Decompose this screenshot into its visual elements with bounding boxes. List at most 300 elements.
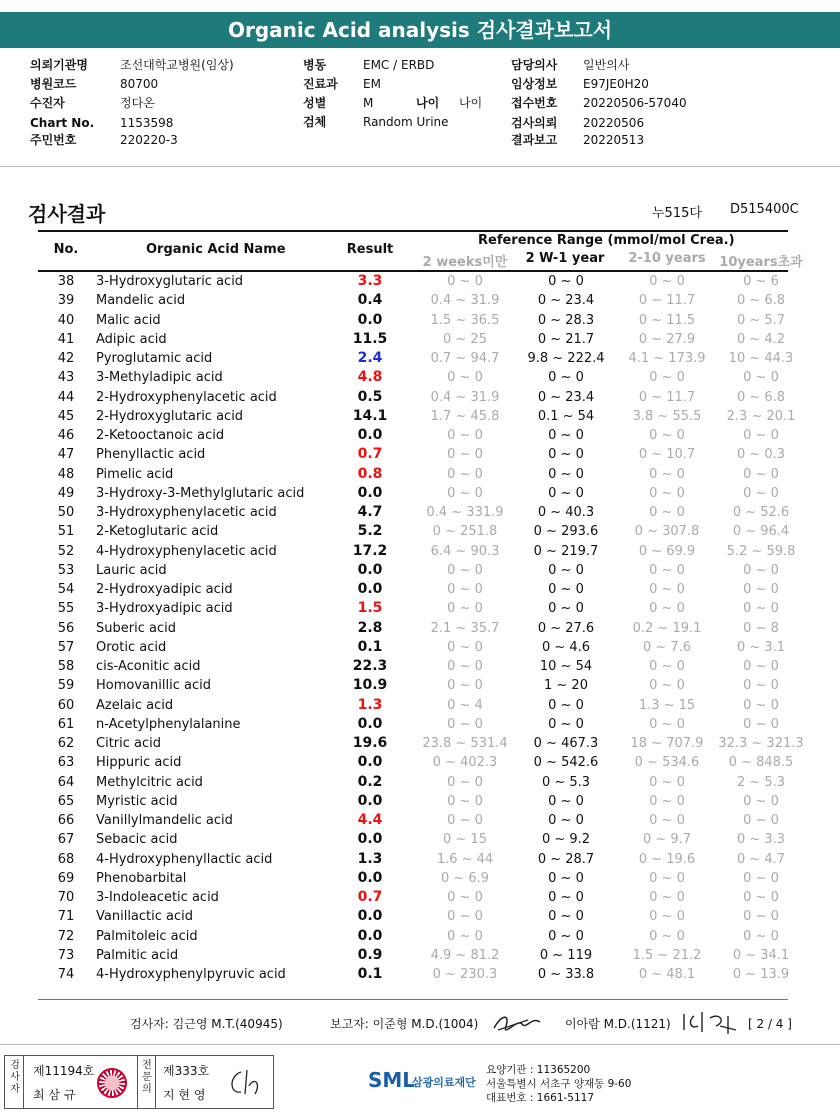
row-name: Azelaic acid bbox=[96, 697, 174, 713]
table-row bbox=[38, 869, 788, 888]
table-row bbox=[38, 773, 788, 792]
row-ref-4: 0 ~ 0 bbox=[743, 909, 779, 925]
row-no: 74 bbox=[57, 967, 75, 982]
row-ref-4: 0 ~ 0.3 bbox=[736, 447, 786, 463]
box-rule bbox=[23, 1056, 24, 1108]
table-bottom-rule bbox=[38, 999, 788, 1000]
row-ref-4: 0 ~ 0 bbox=[743, 678, 779, 694]
row-ref-2: 0 ~ 28.7 bbox=[537, 851, 595, 867]
row-ref-4: 10 ~ 44.3 bbox=[728, 351, 794, 366]
row-no: 54 bbox=[57, 582, 75, 597]
row-ref-4: 0 ~ 0 bbox=[743, 601, 779, 617]
tester: 검사자: 김근영 M.T.(40945) bbox=[130, 1017, 283, 1031]
row-ref-2: 0 ~ 0 bbox=[548, 890, 584, 905]
row-ref-1: 4.9 ~ 81.2 bbox=[430, 947, 500, 963]
row-no: 60 bbox=[57, 697, 75, 713]
row-name: Malic acid bbox=[96, 312, 161, 328]
row-ref-4: 0 ~ 13.9 bbox=[732, 967, 790, 982]
row-ref-1: 1.5 ~ 36.5 bbox=[430, 312, 500, 328]
row-ref-4: 0 ~ 6 bbox=[743, 274, 779, 289]
row-result: 1.3 bbox=[357, 696, 383, 713]
row-ref-4: 0 ~ 0 bbox=[743, 485, 779, 501]
logo-mark: SML bbox=[368, 1068, 416, 1092]
row-result: 0.0 bbox=[357, 754, 383, 771]
row-ref-1: 0 ~ 25 bbox=[443, 331, 487, 347]
row-ref-4: 0 ~ 0 bbox=[743, 870, 779, 886]
row-ref-4: 0 ~ 8 bbox=[743, 620, 779, 636]
box-label-1: 검사자 bbox=[10, 1060, 20, 1095]
row-ref-1: 0 ~ 0 bbox=[447, 582, 483, 597]
row-no: 67 bbox=[57, 832, 75, 848]
row-result: 0.0 bbox=[357, 484, 383, 501]
row-ref-2: 0 ~ 542.6 bbox=[533, 755, 599, 771]
row-ref-1: 0 ~ 0 bbox=[447, 370, 483, 386]
table-row bbox=[38, 445, 788, 464]
row-result: 0.0 bbox=[357, 311, 383, 328]
row-name: Lauric acid bbox=[96, 562, 167, 578]
row-name: 4-Hydroxyphenylpyruvic acid bbox=[96, 967, 286, 982]
row-result: 0.1 bbox=[357, 966, 383, 982]
row-name: n-Acetylphenylalanine bbox=[96, 716, 241, 732]
info-label: 병동 bbox=[303, 58, 327, 72]
row-no: 64 bbox=[57, 774, 75, 790]
row-result: 2.8 bbox=[357, 619, 383, 636]
row-result: 0.0 bbox=[357, 715, 383, 732]
row-ref-2: 0 ~ 0 bbox=[548, 428, 584, 443]
row-result: 3.3 bbox=[357, 273, 383, 289]
table-row bbox=[38, 965, 788, 984]
test-code: 누515다 bbox=[652, 206, 702, 221]
row-ref-1: 0.4 ~ 31.9 bbox=[430, 389, 500, 405]
row-result: 0.4 bbox=[357, 292, 383, 309]
row-ref-4: 0 ~ 34.1 bbox=[732, 947, 790, 963]
row-ref-3: 0 ~ 11.5 bbox=[638, 312, 696, 328]
row-ref-1: 0 ~ 0 bbox=[447, 447, 483, 463]
row-no: 47 bbox=[57, 447, 75, 463]
row-no: 57 bbox=[57, 639, 75, 655]
row-result: 0.5 bbox=[357, 388, 383, 405]
header-no: No. bbox=[53, 242, 79, 257]
row-ref-4: 2 ~ 5.3 bbox=[736, 774, 786, 790]
row-no: 39 bbox=[57, 293, 75, 309]
row-result: 4.8 bbox=[357, 369, 383, 386]
table-row bbox=[38, 542, 796, 561]
license-box bbox=[4, 1055, 274, 1109]
row-ref-3: 0.2 ~ 19.1 bbox=[632, 620, 702, 636]
row-ref-1: 0 ~ 0 bbox=[447, 639, 483, 655]
row-no: 41 bbox=[57, 331, 75, 347]
row-no: 50 bbox=[57, 505, 75, 520]
table-row bbox=[38, 388, 788, 407]
row-result: 0.2 bbox=[357, 773, 383, 790]
row-no: 72 bbox=[57, 928, 75, 944]
row-ref-4: 0 ~ 0 bbox=[743, 928, 779, 944]
report-title: Organic Acid analysis 검사결과보고서 bbox=[0, 12, 840, 48]
row-ref-1: 2.1 ~ 35.7 bbox=[430, 620, 500, 636]
row-ref-2: 0 ~ 0 bbox=[548, 601, 584, 617]
row-no: 45 bbox=[57, 408, 75, 424]
row-result: 4.7 bbox=[357, 504, 383, 520]
row-ref-3: 0 ~ 0 bbox=[649, 890, 685, 905]
row-no: 66 bbox=[57, 813, 75, 828]
row-result: 19.6 bbox=[352, 735, 388, 751]
row-ref-2: 9.8 ~ 222.4 bbox=[527, 351, 605, 366]
row-name: 4-Hydroxyphenyllactic acid bbox=[96, 851, 273, 867]
row-ref-2: 0 ~ 21.7 bbox=[537, 331, 595, 347]
row-ref-1: 6.4 ~ 90.3 bbox=[430, 543, 500, 559]
row-ref-4: 0 ~ 6.8 bbox=[736, 293, 786, 309]
signature-1 bbox=[488, 1010, 548, 1036]
row-name: Phenobarbital bbox=[96, 870, 187, 886]
page-indicator: [ 2 / 4 ] bbox=[748, 1017, 792, 1031]
row-no: 53 bbox=[57, 562, 75, 578]
row-ref-2: 0 ~ 9.2 bbox=[541, 832, 591, 848]
row-name: Citric acid bbox=[96, 736, 161, 751]
row-ref-2: 0 ~ 5.3 bbox=[541, 774, 591, 790]
info-value: Random Urine bbox=[363, 115, 449, 129]
row-name: 3-Hydroxyphenylacetic acid bbox=[96, 505, 277, 520]
row-ref-2: 0 ~ 0 bbox=[548, 466, 584, 482]
patient-info bbox=[0, 57, 840, 153]
lab-logo bbox=[368, 1068, 476, 1092]
row-result: 0.0 bbox=[357, 581, 383, 597]
table-row bbox=[38, 311, 788, 330]
row-ref-2: 0 ~ 0 bbox=[548, 370, 584, 386]
row-no: 69 bbox=[57, 870, 75, 886]
row-ref-2: 0 ~ 28.3 bbox=[537, 312, 595, 328]
row-ref-3: 0 ~ 7.6 bbox=[642, 639, 692, 655]
row-ref-3: 0 ~ 0 bbox=[649, 870, 685, 886]
row-result: 0.1 bbox=[357, 638, 383, 655]
license-number-2: 제333호 bbox=[163, 1064, 210, 1078]
row-result: 5.2 bbox=[357, 523, 383, 540]
table-row bbox=[38, 676, 788, 695]
info-value: 80700 bbox=[120, 77, 159, 91]
table-row bbox=[38, 503, 788, 522]
row-ref-3: 0 ~ 11.7 bbox=[638, 389, 696, 405]
table-row bbox=[38, 792, 788, 811]
signers bbox=[0, 1014, 840, 1034]
row-ref-4: 0 ~ 0 bbox=[743, 582, 779, 597]
row-ref-1: 0 ~ 0 bbox=[447, 274, 483, 289]
row-name: 2-Hydroxyadipic acid bbox=[96, 582, 233, 597]
row-ref-3: 0 ~ 307.8 bbox=[634, 524, 700, 540]
row-ref-2: 0 ~ 0 bbox=[548, 582, 584, 597]
row-ref-4: 0 ~ 3.3 bbox=[736, 832, 786, 848]
row-ref-3: 0 ~ 0 bbox=[649, 928, 685, 944]
table-row bbox=[38, 484, 788, 503]
info-value: M bbox=[363, 96, 374, 110]
row-ref-2: 0 ~ 23.4 bbox=[537, 293, 595, 309]
info-value: 조선대학교병원(임상) bbox=[120, 58, 234, 72]
row-name: Mandelic acid bbox=[96, 293, 186, 309]
row-ref-2: 0 ~ 0 bbox=[548, 485, 584, 501]
row-ref-2: 0 ~ 467.3 bbox=[533, 736, 599, 751]
row-name: Hippuric acid bbox=[96, 755, 182, 771]
row-ref-2: 0 ~ 0 bbox=[548, 909, 584, 925]
header-r4: 10years초과 bbox=[719, 255, 803, 270]
row-result: 1.5 bbox=[357, 600, 383, 617]
info-value: E97JE0H20 bbox=[583, 77, 649, 91]
row-no: 62 bbox=[57, 736, 75, 751]
row-result: 22.3 bbox=[352, 658, 388, 674]
row-ref-1: 0 ~ 0 bbox=[447, 793, 483, 809]
info-value: 1153598 bbox=[120, 116, 174, 130]
row-result: 0.0 bbox=[357, 561, 383, 578]
row-ref-2: 0 ~ 33.8 bbox=[537, 967, 595, 982]
row-no: 59 bbox=[57, 678, 75, 694]
row-ref-3: 0 ~ 10.7 bbox=[638, 447, 696, 463]
row-name: Pyroglutamic acid bbox=[96, 351, 213, 366]
row-name: Pimelic acid bbox=[96, 466, 174, 482]
header-result: Result bbox=[346, 242, 394, 257]
row-ref-2: 10 ~ 54 bbox=[539, 659, 593, 674]
row-ref-3: 0 ~ 0 bbox=[649, 485, 685, 501]
row-ref-1: 0 ~ 230.3 bbox=[432, 967, 498, 982]
info-row: 의뢰기관명 bbox=[30, 58, 88, 72]
row-no: 48 bbox=[57, 466, 75, 482]
table-row bbox=[38, 349, 794, 368]
row-result: 0.0 bbox=[357, 831, 383, 848]
row-name: Myristic acid bbox=[96, 793, 178, 809]
row-result: 0.0 bbox=[357, 869, 383, 886]
table-row bbox=[38, 599, 788, 618]
age-value: 나이 bbox=[459, 96, 483, 110]
row-ref-4: 0 ~ 0 bbox=[743, 428, 779, 443]
row-ref-4: 0 ~ 0 bbox=[743, 466, 779, 482]
info-value: 일반의사 bbox=[583, 58, 630, 72]
row-result: 0.8 bbox=[357, 465, 383, 482]
row-result: 2.4 bbox=[357, 350, 383, 366]
license-number-1: 제11194호 bbox=[33, 1064, 95, 1078]
table-row bbox=[38, 368, 788, 387]
row-result: 0.7 bbox=[357, 446, 383, 463]
table-row bbox=[38, 850, 788, 869]
row-no: 68 bbox=[57, 851, 75, 867]
row-ref-4: 0 ~ 4.2 bbox=[736, 331, 786, 347]
info-row: 주민번호 bbox=[30, 133, 77, 147]
row-ref-3: 0 ~ 0 bbox=[649, 428, 685, 443]
person-1: 최 삼 규 bbox=[33, 1088, 76, 1102]
row-name: Adipic acid bbox=[96, 331, 167, 347]
row-ref-2: 0 ~ 40.3 bbox=[537, 505, 595, 520]
row-ref-1: 1.7 ~ 45.8 bbox=[430, 408, 500, 424]
table-row bbox=[38, 465, 788, 484]
row-ref-2: 0 ~ 0 bbox=[548, 274, 584, 289]
row-ref-4: 0 ~ 0 bbox=[743, 716, 779, 732]
row-ref-1: 0 ~ 0 bbox=[447, 774, 483, 790]
row-ref-4: 0 ~ 96.4 bbox=[732, 524, 790, 540]
row-result: 0.0 bbox=[357, 792, 383, 809]
seal-stamp bbox=[97, 1068, 127, 1098]
table-row bbox=[38, 330, 788, 349]
row-name: 2-Hydroxyphenylacetic acid bbox=[96, 389, 277, 405]
row-ref-2: 0 ~ 4.6 bbox=[541, 639, 591, 655]
info-label: 검체 bbox=[303, 115, 327, 129]
row-ref-3: 0 ~ 0 bbox=[649, 678, 685, 694]
info-value: 20220506-57040 bbox=[583, 96, 687, 110]
header-r2: 2 W-1 year bbox=[525, 251, 605, 266]
lab-address bbox=[486, 1063, 631, 1105]
table-row bbox=[38, 811, 788, 830]
row-ref-2: 1 ~ 20 bbox=[544, 678, 588, 694]
footer-divider bbox=[0, 1044, 840, 1045]
row-ref-4: 0 ~ 0 bbox=[743, 697, 779, 713]
row-ref-1: 0 ~ 0 bbox=[447, 562, 483, 578]
row-ref-3: 0 ~ 0 bbox=[649, 909, 685, 925]
row-result: 0.7 bbox=[357, 889, 383, 905]
row-no: 56 bbox=[57, 620, 75, 636]
row-result: 4.4 bbox=[357, 812, 383, 828]
row-name: Vanillactic acid bbox=[96, 909, 194, 925]
row-name: Phenyllactic acid bbox=[96, 447, 206, 463]
table-row bbox=[38, 522, 788, 541]
row-ref-3: 0 ~ 48.1 bbox=[638, 967, 696, 982]
row-ref-3: 0 ~ 534.6 bbox=[634, 755, 700, 771]
section-title: 검사결과 bbox=[28, 202, 106, 226]
row-ref-3: 0 ~ 11.7 bbox=[638, 293, 696, 309]
row-ref-4: 0 ~ 0 bbox=[743, 659, 779, 674]
row-ref-1: 0 ~ 0 bbox=[447, 890, 483, 905]
row-no: 49 bbox=[57, 485, 75, 501]
row-ref-4: 0 ~ 0 bbox=[743, 813, 779, 828]
row-ref-4: 0 ~ 3.1 bbox=[736, 639, 786, 655]
row-ref-2: 0 ~ 23.4 bbox=[537, 389, 595, 405]
row-ref-1: 0 ~ 0 bbox=[447, 813, 483, 828]
person-2: 지 현 영 bbox=[163, 1088, 206, 1102]
row-ref-1: 0.7 ~ 94.7 bbox=[430, 351, 500, 366]
row-name: 3-Methyladipic acid bbox=[96, 370, 223, 386]
row-ref-2: 0.1 ~ 54 bbox=[537, 408, 595, 424]
row-ref-3: 0 ~ 0 bbox=[649, 562, 685, 578]
table-row bbox=[38, 407, 796, 426]
row-no: 58 bbox=[57, 659, 75, 674]
row-result: 14.1 bbox=[352, 407, 388, 424]
row-name: 2-Hydroxyglutaric acid bbox=[96, 408, 244, 424]
box-label-2: 전문의 bbox=[142, 1060, 152, 1095]
row-no: 71 bbox=[57, 909, 75, 925]
row-ref-2: 0 ~ 0 bbox=[548, 716, 584, 732]
row-ref-3: 18 ~ 707.9 bbox=[630, 736, 704, 751]
row-ref-1: 0.4 ~ 31.9 bbox=[430, 293, 500, 309]
row-ref-2: 0 ~ 0 bbox=[548, 870, 584, 886]
row-ref-3: 4.1 ~ 173.9 bbox=[628, 351, 706, 366]
info-value: 정다온 bbox=[120, 96, 155, 110]
row-ref-3: 0 ~ 0 bbox=[649, 813, 685, 828]
info-value: EM bbox=[363, 77, 381, 91]
row-ref-1: 1.6 ~ 44 bbox=[436, 851, 494, 867]
row-no: 40 bbox=[57, 312, 75, 328]
row-ref-2: 0 ~ 293.6 bbox=[533, 524, 599, 540]
row-ref-3: 3.8 ~ 55.5 bbox=[632, 408, 702, 424]
row-no: 61 bbox=[57, 716, 75, 732]
row-ref-1: 23.8 ~ 531.4 bbox=[422, 736, 508, 751]
row-name: Palmitic acid bbox=[96, 947, 179, 963]
row-name: 3-Hydroxyadipic acid bbox=[96, 601, 233, 617]
row-ref-1: 0 ~ 0 bbox=[447, 909, 483, 925]
row-result: 10.9 bbox=[352, 677, 388, 694]
row-ref-1: 0 ~ 0 bbox=[447, 601, 483, 617]
row-name: 2-Ketooctanoic acid bbox=[96, 428, 225, 443]
row-ref-3: 0 ~ 27.9 bbox=[638, 331, 696, 347]
row-ref-3: 0 ~ 9.7 bbox=[642, 832, 692, 848]
row-ref-1: 0 ~ 0 bbox=[447, 428, 483, 443]
row-ref-3: 0 ~ 0 bbox=[649, 505, 685, 520]
row-ref-2: 0 ~ 119 bbox=[539, 947, 593, 963]
address-line: 요양기관 : 11365200 bbox=[486, 1064, 591, 1076]
info-row: 수진자 bbox=[30, 96, 65, 110]
table-header bbox=[38, 230, 803, 270]
row-ref-1: 0 ~ 0 bbox=[447, 659, 483, 674]
table-row bbox=[38, 561, 788, 580]
row-no: 42 bbox=[57, 351, 75, 366]
info-value: 220220-3 bbox=[120, 133, 178, 147]
row-name: 3-Hydroxy-3-Methylglutaric acid bbox=[96, 485, 305, 501]
row-ref-4: 0 ~ 0 bbox=[743, 562, 779, 578]
table-row bbox=[38, 888, 788, 907]
age-label: 나이 bbox=[416, 96, 440, 110]
header-r1: 2 weeks미만 bbox=[422, 255, 508, 270]
row-ref-3: 0 ~ 0 bbox=[649, 774, 685, 790]
org-name: 삼광의료재단 bbox=[412, 1076, 476, 1089]
info-value: EMC / ERBD bbox=[363, 58, 435, 72]
row-ref-3: 0 ~ 0 bbox=[649, 274, 685, 289]
row-ref-2: 0 ~ 27.6 bbox=[537, 620, 595, 636]
row-ref-3: 0 ~ 19.6 bbox=[638, 851, 696, 867]
row-ref-4: 0 ~ 6.8 bbox=[736, 389, 786, 405]
row-ref-2: 0 ~ 0 bbox=[548, 447, 584, 463]
table-row bbox=[38, 426, 788, 445]
info-row: Chart No. bbox=[30, 116, 95, 130]
row-ref-3: 0 ~ 0 bbox=[649, 466, 685, 482]
row-no: 55 bbox=[57, 601, 75, 617]
row-ref-4: 0 ~ 848.5 bbox=[728, 755, 794, 771]
row-ref-1: 0 ~ 402.3 bbox=[432, 755, 498, 771]
row-name: Methylcitric acid bbox=[96, 774, 203, 790]
table-row bbox=[38, 907, 788, 926]
row-no: 44 bbox=[57, 389, 75, 405]
row-ref-1: 0 ~ 4 bbox=[447, 697, 483, 713]
row-ref-1: 0 ~ 0 bbox=[447, 928, 483, 944]
table-row bbox=[38, 734, 804, 753]
row-name: 4-Hydroxyphenylacetic acid bbox=[96, 543, 277, 559]
row-no: 52 bbox=[57, 543, 75, 559]
row-ref-4: 0 ~ 0 bbox=[743, 370, 779, 386]
row-result: 11.5 bbox=[352, 330, 388, 347]
row-no: 43 bbox=[57, 370, 75, 386]
address-line: 대표번호 : 1661-5117 bbox=[486, 1092, 595, 1104]
row-no: 65 bbox=[57, 793, 75, 809]
header-name: Organic Acid Name bbox=[146, 242, 286, 257]
row-name: 3-Hydroxyglutaric acid bbox=[96, 274, 244, 289]
row-ref-3: 1.3 ~ 15 bbox=[638, 697, 696, 713]
info-label: 결과보고 bbox=[511, 133, 558, 147]
row-ref-4: 0 ~ 4.7 bbox=[736, 851, 786, 867]
row-ref-4: 0 ~ 52.6 bbox=[732, 505, 790, 520]
row-result: 0.0 bbox=[357, 927, 383, 944]
row-name: Palmitoleic acid bbox=[96, 928, 198, 944]
row-ref-1: 0 ~ 0 bbox=[447, 466, 483, 482]
table-row bbox=[38, 657, 788, 676]
row-ref-3: 0 ~ 0 bbox=[649, 601, 685, 617]
info-label: 성별 bbox=[303, 96, 327, 110]
row-ref-4: 0 ~ 0 bbox=[743, 793, 779, 809]
row-name: Orotic acid bbox=[96, 639, 167, 655]
row-name: Homovanillic acid bbox=[96, 678, 211, 694]
signature-3 bbox=[225, 1066, 265, 1100]
row-result: 0.9 bbox=[357, 946, 383, 963]
row-no: 63 bbox=[57, 755, 75, 771]
